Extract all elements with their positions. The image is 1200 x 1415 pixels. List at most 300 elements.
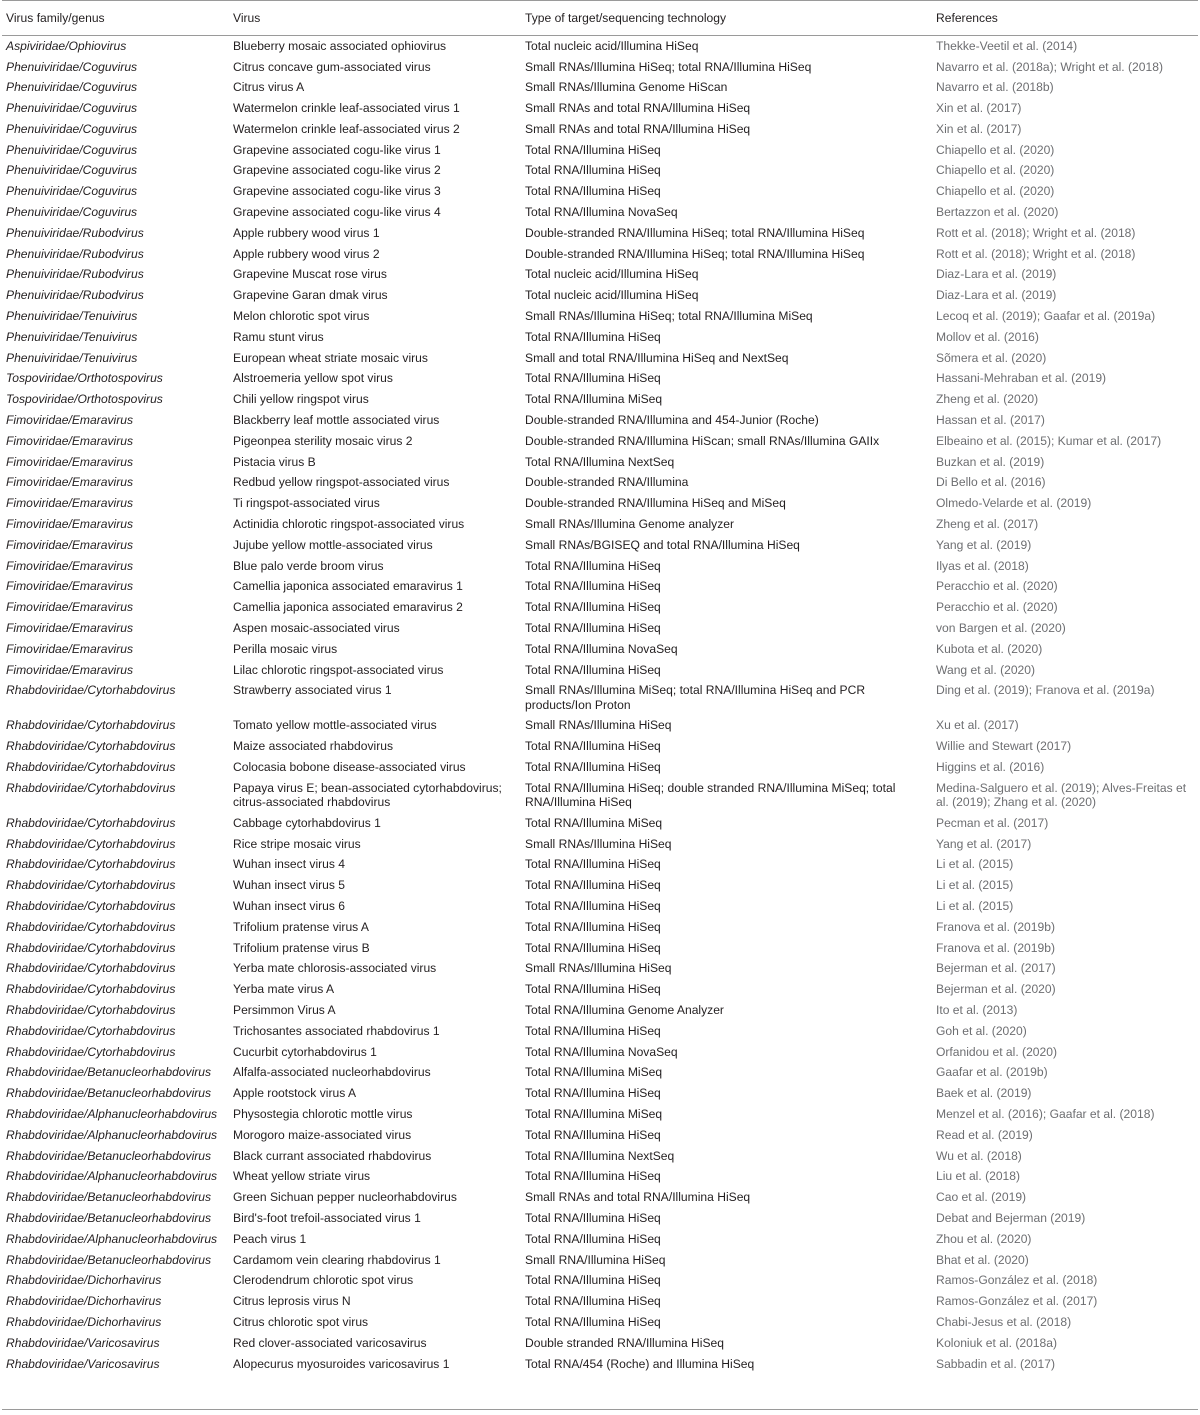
virus-name-cell: Alfalfa-associated nucleorhabdovirus	[233, 1065, 431, 1080]
virus-family-cell: Phenuiviridae/Coguvirus	[6, 59, 138, 74]
table-row	[2, 1104, 1198, 1125]
virus-name-cell: Chili yellow ringspot virus	[233, 392, 369, 407]
virus-name-cell: Bird's-foot trefoil-associated virus 1	[233, 1210, 421, 1225]
virus-family-cell: Rhabdoviridae/Cytorhabdovirus	[6, 683, 176, 698]
technology-cell: Total RNA/Illumina HiSeq	[525, 919, 661, 934]
reference-cell: Yang et al. (2019)	[936, 537, 1032, 552]
virus-name-cell: Trifolium pratense virus A	[233, 919, 369, 934]
virus-name-cell: Red clover-associated varicosavirus	[233, 1335, 427, 1350]
technology-cell: Total RNA/Illumina Genome Analyzer	[525, 1002, 724, 1017]
table-row	[2, 1354, 1198, 1375]
virus-name-cell: Green Sichuan pepper nucleorhabdovirus	[233, 1190, 457, 1205]
reference-cell: Hassani-Mehraban et al. (2019)	[936, 371, 1107, 386]
technology-cell: Total RNA/Illumina HiSeq	[525, 1086, 661, 1101]
table-row	[2, 854, 1198, 875]
technology-cell: Double stranded RNA/Illumina HiSeq	[525, 1335, 724, 1350]
reference-cell: Liu et al. (2018)	[936, 1169, 1021, 1184]
virus-family-cell: Phenuiviridae/Coguvirus	[6, 101, 138, 116]
technology-cell: Total RNA/Illumina HiSeq; double stranded RNA/Illumina MiSeq; total RNA/Illumina HiSeq	[525, 780, 896, 810]
technology-cell: Total RNA/Illumina NovaSeq	[525, 205, 678, 220]
table-row	[2, 1021, 1198, 1042]
table-row	[2, 431, 1198, 452]
reference-cell: Chiapello et al. (2020)	[936, 184, 1055, 199]
virus-name-cell: Physostegia chlorotic mottle virus	[233, 1106, 413, 1121]
table-row	[2, 514, 1198, 535]
virus-name-cell: Colocasia bobone disease-associated virus	[233, 760, 466, 774]
table-row	[2, 1208, 1198, 1229]
technology-cell: Total RNA/Illumina HiSeq	[525, 662, 661, 677]
reference-cell: Read et al. (2019)	[936, 1127, 1033, 1142]
virus-name-cell: Watermelon crinkle leaf-associated virus 1	[233, 101, 460, 116]
table-row	[2, 639, 1198, 660]
technology-cell: Double-stranded RNA/Illumina HiSeq and MiSeq	[525, 496, 786, 511]
virus-name-cell: Grapevine Muscat rose virus	[233, 267, 387, 282]
reference-cell: Kubota et al. (2020)	[936, 641, 1043, 656]
technology-cell: Total RNA/Illumina HiSeq	[525, 371, 661, 386]
virus-family-cell: Phenuiviridae/Coguvirus	[6, 80, 138, 95]
reference-cell: Koloniuk et al. (2018a)	[936, 1335, 1058, 1350]
reference-cell: Franova et al. (2019b)	[936, 919, 1055, 934]
virus-name-cell: Alopecurus myosuroides varicosavirus 1	[233, 1356, 450, 1371]
technology-cell: Total RNA/Illumina HiSeq	[525, 579, 661, 594]
virus-name-cell: Watermelon crinkle leaf-associated virus 2	[233, 121, 460, 136]
technology-cell: Small RNAs/Illumina MiSeq; total RNA/Illumina HiSeq and PCR products/Ion Proton	[525, 683, 866, 712]
reference-cell: Hassan et al. (2017)	[936, 413, 1045, 428]
reference-cell: Pecman et al. (2017)	[936, 815, 1049, 830]
virus-name-cell: Wuhan insect virus 6	[233, 898, 346, 913]
reference-cell: Di Bello et al. (2016)	[936, 475, 1046, 490]
reference-cell: Zheng et al. (2020)	[936, 392, 1039, 407]
reference-cell: Willie and Stewart (2017)	[936, 739, 1072, 754]
table-row	[2, 57, 1198, 78]
table-row	[2, 917, 1198, 938]
table-row	[2, 285, 1198, 306]
virus-name-cell: Peach virus 1	[233, 1231, 307, 1246]
reference-cell: Bejerman et al. (2017)	[936, 961, 1056, 976]
reference-cell: Cao et al. (2019)	[936, 1190, 1027, 1205]
virus-family-cell: Rhabdoviridae/Varicosavirus	[6, 1335, 160, 1350]
virus-name-cell: Apple rootstock virus A	[233, 1086, 357, 1101]
table-row	[2, 389, 1198, 410]
virus-family-cell: Rhabdoviridae/Betanucleorhabdovirus	[6, 1190, 212, 1205]
reference-cell: Thekke-Veetil et al. (2014)	[936, 39, 1078, 53]
virus-family-cell: Rhabdoviridae/Betanucleorhabdovirus	[6, 1086, 212, 1101]
header-virus: Virus	[229, 1, 521, 36]
reference-cell: Navarro et al. (2018b)	[936, 80, 1054, 95]
virus-family-cell: Fimoviridae/Emaravirus	[6, 517, 134, 532]
virus-name-cell: Citrus leprosis virus N	[233, 1294, 351, 1309]
table-row	[2, 160, 1198, 181]
technology-cell: Total RNA/Illumina NovaSeq	[525, 641, 678, 656]
technology-cell: Total RNA/Illumina HiSeq	[525, 940, 661, 955]
virus-family-cell: Phenuiviridae/Coguvirus	[6, 205, 138, 220]
virus-family-cell: Fimoviridae/Emaravirus	[6, 600, 134, 615]
virus-family-cell: Rhabdoviridae/Cytorhabdovirus	[6, 815, 176, 830]
reference-cell: Elbeaino et al. (2015); Kumar et al. (2017)	[936, 433, 1162, 448]
table-body	[2, 36, 1198, 1375]
reference-cell: Ramos-González et al. (2017)	[936, 1294, 1098, 1309]
technology-cell: Total RNA/Illumina MiSeq	[525, 815, 663, 830]
virus-family-cell: Rhabdoviridae/Alphanucleorhabdovirus	[6, 1169, 218, 1184]
virus-family-cell: Rhabdoviridae/Alphanucleorhabdovirus	[6, 1106, 218, 1121]
technology-cell: Small RNAs/Illumina HiSeq	[525, 836, 672, 851]
reference-cell: Zhou et al. (2020)	[936, 1231, 1032, 1246]
virus-name-cell: Cardamom vein clearing rhabdovirus 1	[233, 1252, 441, 1267]
virus-name-cell: Lilac chlorotic ringspot-associated virus	[233, 662, 444, 677]
virus-family-cell: Fimoviridae/Emaravirus	[6, 537, 134, 552]
virus-family-cell: Rhabdoviridae/Cytorhabdovirus	[6, 739, 176, 754]
virus-name-cell: Camellia japonica associated emaravirus 1	[233, 579, 463, 594]
table-row	[2, 181, 1198, 202]
reference-cell: Debat and Bejerman (2019)	[936, 1210, 1086, 1225]
virus-family-cell: Fimoviridae/Emaravirus	[6, 413, 134, 428]
virus-family-cell: Fimoviridae/Emaravirus	[6, 433, 134, 448]
table-row	[2, 140, 1198, 161]
reference-cell: Chiapello et al. (2020)	[936, 163, 1055, 178]
reference-cell: Gaafar et al. (2019b)	[936, 1065, 1048, 1080]
reference-cell: Baek et al. (2019)	[936, 1086, 1032, 1101]
reference-cell: Ramos-González et al. (2018)	[936, 1273, 1098, 1288]
virus-name-cell: Cabbage cytorhabdovirus 1	[233, 815, 381, 830]
reference-cell: Rott et al. (2018); Wright et al. (2018)	[936, 246, 1136, 261]
table-row	[2, 77, 1198, 98]
virus-name-cell: Rice stripe mosaic virus	[233, 836, 361, 851]
technology-cell: Small RNAs and total RNA/Illumina HiSeq	[525, 101, 751, 116]
virus-family-cell: Rhabdoviridae/Betanucleorhabdovirus	[6, 1210, 212, 1225]
table-row	[2, 576, 1198, 597]
virus-name-cell: Melon chlorotic spot virus	[233, 309, 370, 324]
virus-name-cell: Wuhan insect virus 4	[233, 857, 346, 872]
reference-cell: Sõmera et al. (2020)	[936, 350, 1047, 365]
technology-cell: Total RNA/Illumina NextSeq	[525, 454, 675, 469]
virus-name-cell: Apple rubbery wood virus 1	[233, 225, 380, 240]
virus-family-cell: Phenuiviridae/Tenuivirus	[6, 350, 138, 365]
virus-family-cell: Fimoviridae/Emaravirus	[6, 496, 134, 511]
reference-cell: Mollov et al. (2016)	[936, 329, 1039, 344]
table-row	[2, 493, 1198, 514]
virus-name-cell: Grapevine associated cogu-like virus 3	[233, 184, 441, 199]
virus-name-cell: European wheat striate mosaic virus	[233, 350, 428, 365]
table-row	[2, 36, 1198, 57]
virus-name-cell: Citrus concave gum-associated virus	[233, 59, 431, 74]
virus-table	[2, 0, 1198, 1374]
virus-family-cell: Tospoviridae/Orthotospovirus	[6, 371, 163, 386]
table-row	[2, 715, 1198, 736]
virus-name-cell: Trichosantes associated rhabdovirus 1	[233, 1023, 440, 1038]
virus-name-cell: Blackberry leaf mottle associated virus	[233, 413, 440, 428]
technology-cell: Small RNAs/Illumina HiSeq	[525, 718, 672, 733]
technology-cell: Small RNAs/Illumina HiSeq; total RNA/Illumina MiSeq	[525, 309, 813, 324]
virus-name-cell: Jujube yellow mottle-associated virus	[233, 537, 433, 552]
virus-family-cell: Rhabdoviridae/Cytorhabdovirus	[6, 961, 176, 976]
reference-cell: Navarro et al. (2018a); Wright et al. (2018)	[936, 59, 1163, 74]
technology-cell: Total RNA/Illumina MiSeq	[525, 392, 663, 407]
virus-family-cell: Rhabdoviridae/Dichorhavirus	[6, 1294, 162, 1309]
table-row	[2, 680, 1198, 715]
technology-cell: Double-stranded RNA/Illumina HiSeq; total RNA/Illumina HiSeq	[525, 246, 865, 261]
table-row	[2, 1000, 1198, 1021]
technology-cell: Total RNA/Illumina HiSeq	[525, 1231, 661, 1246]
reference-cell: Bhat et al. (2020)	[936, 1252, 1029, 1267]
virus-family-cell: Phenuiviridae/Tenuivirus	[6, 309, 138, 324]
technology-cell: Total RNA/Illumina HiSeq	[525, 1314, 661, 1329]
reference-cell: Higgins et al. (2016)	[936, 760, 1045, 774]
technology-cell: Total RNA/Illumina HiSeq	[525, 982, 661, 997]
reference-cell: Olmedo-Velarde et al. (2019)	[936, 496, 1092, 511]
virus-name-cell: Strawberry associated virus 1	[233, 683, 392, 698]
table-row	[2, 327, 1198, 348]
reference-cell: Diaz-Lara et al. (2019)	[936, 288, 1057, 303]
table-row	[2, 938, 1198, 959]
table-row	[2, 1250, 1198, 1271]
virus-name-cell: Blue palo verde broom virus	[233, 558, 384, 573]
virus-name-cell: Persimmon Virus A	[233, 1002, 336, 1017]
virus-family-cell: Rhabdoviridae/Cytorhabdovirus	[6, 1002, 176, 1017]
reference-cell: Sabbadin et al. (2017)	[936, 1356, 1056, 1371]
virus-name-cell: Actinidia chlorotic ringspot-associated virus	[233, 517, 465, 532]
header-family: Virus family/genus	[2, 1, 229, 36]
table-row	[2, 119, 1198, 140]
table-row	[2, 834, 1198, 855]
table-row	[2, 1062, 1198, 1083]
reference-cell: Peracchio et al. (2020)	[936, 600, 1058, 615]
technology-cell: Total RNA/Illumina HiSeq	[525, 1294, 661, 1309]
technology-cell: Total RNA/Illumina HiSeq	[525, 329, 661, 344]
technology-cell: Total RNA/Illumina HiSeq	[525, 1023, 661, 1038]
table-row	[2, 1166, 1198, 1187]
reference-cell: Li et al. (2015)	[936, 878, 1014, 893]
reference-cell: Ilyas et al. (2018)	[936, 558, 1029, 573]
virus-name-cell: Yerba mate virus A	[233, 982, 335, 997]
virus-family-cell: Rhabdoviridae/Cytorhabdovirus	[6, 1044, 176, 1059]
technology-cell: Double-stranded RNA/Illumina and 454-Junior (Roche)	[525, 413, 819, 428]
technology-cell: Total RNA/Illumina HiSeq	[525, 1210, 661, 1225]
table-row	[2, 618, 1198, 639]
table-row	[2, 223, 1198, 244]
table-row	[2, 1042, 1198, 1063]
table-row	[2, 306, 1198, 327]
reference-cell: von Bargen et al. (2020)	[936, 621, 1066, 636]
technology-cell: Double-stranded RNA/Illumina HiSeq; total RNA/Illumina HiSeq	[525, 225, 865, 240]
table-row	[2, 368, 1198, 389]
virus-name-cell: Grapevine associated cogu-like virus 4	[233, 205, 441, 220]
table-row	[2, 1312, 1198, 1333]
virus-name-cell: Cucurbit cytorhabdovirus 1	[233, 1044, 377, 1059]
technology-cell: Total RNA/Illumina MiSeq	[525, 1065, 663, 1080]
virus-name-cell: Clerodendrum chlorotic spot virus	[233, 1273, 414, 1288]
virus-name-cell: Apple rubbery wood virus 2	[233, 246, 380, 261]
virus-family-cell: Fimoviridae/Emaravirus	[6, 641, 134, 656]
virus-name-cell: Blueberry mosaic associated ophiovirus	[233, 39, 447, 53]
reference-cell: Menzel et al. (2016); Gaafar et al. (2018)	[936, 1106, 1155, 1121]
virus-family-cell: Rhabdoviridae/Alphanucleorhabdovirus	[6, 1127, 218, 1142]
virus-family-cell: Rhabdoviridae/Cytorhabdovirus	[6, 857, 176, 872]
virus-family-cell: Rhabdoviridae/Cytorhabdovirus	[6, 878, 176, 893]
virus-family-cell: Rhabdoviridae/Betanucleorhabdovirus	[6, 1148, 212, 1163]
reference-cell: Xin et al. (2017)	[936, 121, 1022, 136]
virus-name-cell: Perilla mosaic virus	[233, 641, 338, 656]
reference-cell: Lecoq et al. (2019); Gaafar et al. (2019a)	[936, 309, 1156, 324]
virus-family-cell: Phenuiviridae/Coguvirus	[6, 184, 138, 199]
technology-cell: Small RNAs and total RNA/Illumina HiSeq	[525, 121, 751, 136]
virus-name-cell: Morogoro maize-associated virus	[233, 1127, 412, 1142]
virus-name-cell: Maize associated rhabdovirus	[233, 739, 393, 754]
header-technology: Type of target/sequencing technology	[521, 1, 932, 36]
reference-cell: Chabi-Jesus et al. (2018)	[936, 1314, 1072, 1329]
virus-name-cell: Yerba mate chlorosis-associated virus	[233, 961, 437, 976]
table-row	[2, 597, 1198, 618]
table-row	[2, 736, 1198, 757]
technology-cell: Small RNAs/Illumina Genome analyzer	[525, 517, 735, 532]
table-row	[2, 778, 1198, 813]
technology-cell: Small RNAs/Illumina Genome HiScan	[525, 80, 728, 95]
virus-family-cell: Phenuiviridae/Coguvirus	[6, 163, 138, 178]
reference-cell: Wang et al. (2020)	[936, 662, 1036, 677]
reference-cell: Li et al. (2015)	[936, 857, 1014, 872]
technology-cell: Total nucleic acid/Illumina HiSeq	[525, 267, 699, 282]
table-header-row	[2, 1, 1198, 36]
technology-cell: Total RNA/Illumina HiSeq	[525, 163, 661, 178]
virus-family-cell: Rhabdoviridae/Cytorhabdovirus	[6, 940, 176, 955]
table-row	[2, 813, 1198, 834]
technology-cell: Total RNA/Illumina HiSeq	[525, 184, 661, 199]
table-row	[2, 757, 1198, 778]
technology-cell: Total RNA/Illumina NextSeq	[525, 1148, 675, 1163]
technology-cell: Total RNA/Illumina HiSeq	[525, 878, 661, 893]
virus-family-cell: Fimoviridae/Emaravirus	[6, 475, 134, 490]
technology-cell: Total RNA/Illumina HiSeq	[525, 760, 661, 774]
virus-family-cell: Phenuiviridae/Coguvirus	[6, 142, 138, 157]
virus-family-cell: Fimoviridae/Emaravirus	[6, 662, 134, 677]
reference-cell: Yang et al. (2017)	[936, 836, 1032, 851]
header-references: References	[932, 1, 1198, 36]
technology-cell: Total RNA/Illumina HiSeq	[525, 621, 661, 636]
reference-cell: Goh et al. (2020)	[936, 1023, 1027, 1038]
technology-cell: Total RNA/Illumina HiSeq	[525, 857, 661, 872]
table-row	[2, 979, 1198, 1000]
technology-cell: Small RNAs/Illumina HiSeq	[525, 961, 672, 976]
reference-cell: Bejerman et al. (2020)	[936, 982, 1056, 997]
virus-name-cell: Ramu stunt virus	[233, 329, 324, 344]
virus-family-cell: Phenuiviridae/Coguvirus	[6, 121, 138, 136]
reference-cell: Zheng et al. (2017)	[936, 517, 1039, 532]
reference-cell: Bertazzon et al. (2020)	[936, 205, 1059, 220]
table-row	[2, 244, 1198, 265]
technology-cell: Total RNA/Illumina NovaSeq	[525, 1044, 678, 1059]
table-row	[2, 264, 1198, 285]
virus-family-cell: Phenuiviridae/Rubodvirus	[6, 225, 144, 240]
reference-cell: Peracchio et al. (2020)	[936, 579, 1058, 594]
virus-family-cell: Rhabdoviridae/Cytorhabdovirus	[6, 718, 176, 733]
table-row	[2, 875, 1198, 896]
virus-name-cell: Redbud yellow ringspot-associated virus	[233, 475, 450, 490]
virus-family-cell: Rhabdoviridae/Dichorhavirus	[6, 1273, 162, 1288]
table-row	[2, 410, 1198, 431]
virus-family-cell: Fimoviridae/Emaravirus	[6, 454, 134, 469]
virus-family-cell: Phenuiviridae/Tenuivirus	[6, 329, 138, 344]
virus-name-cell: Citrus chlorotic spot virus	[233, 1314, 369, 1329]
virus-family-cell: Rhabdoviridae/Betanucleorhabdovirus	[6, 1252, 212, 1267]
technology-cell: Total nucleic acid/Illumina HiSeq	[525, 288, 699, 303]
table-row	[2, 1333, 1198, 1354]
table-row	[2, 348, 1198, 369]
virus-name-cell: Grapevine associated cogu-like virus 2	[233, 163, 441, 178]
virus-family-cell: Rhabdoviridae/Cytorhabdovirus	[6, 836, 176, 851]
virus-name-cell: Black currant associated rhabdovirus	[233, 1148, 432, 1163]
virus-family-cell: Rhabdoviridae/Cytorhabdovirus	[6, 780, 176, 795]
reference-cell: Buzkan et al. (2019)	[936, 454, 1045, 469]
virus-family-cell: Tospoviridae/Orthotospovirus	[6, 392, 163, 407]
reference-cell: Wu et al. (2018)	[936, 1148, 1022, 1163]
reference-cell: Franova et al. (2019b)	[936, 940, 1055, 955]
table-row	[2, 1125, 1198, 1146]
virus-family-cell: Rhabdoviridae/Cytorhabdovirus	[6, 760, 176, 774]
virus-family-cell: Rhabdoviridae/Cytorhabdovirus	[6, 1023, 176, 1038]
virus-name-cell: Ti ringspot-associated virus	[233, 496, 380, 511]
technology-cell: Total RNA/454 (Roche) and Illumina HiSeq	[525, 1356, 755, 1371]
virus-name-cell: Papaya virus E; bean-associated cytorhabdovirus; citrus-associated rhabdovirus	[233, 780, 502, 810]
reference-cell: Medina-Salguero et al. (2019); Alves-Freitas et al. (2019); Zhang et al. (2020)	[936, 780, 1187, 810]
virus-name-cell: Pigeonpea sterility mosaic virus 2	[233, 433, 413, 448]
reference-cell: Chiapello et al. (2020)	[936, 142, 1055, 157]
technology-cell: Total RNA/Illumina HiSeq	[525, 142, 661, 157]
virus-name-cell: Aspen mosaic-associated virus	[233, 621, 400, 636]
virus-family-cell: Fimoviridae/Emaravirus	[6, 579, 134, 594]
table-row	[2, 1229, 1198, 1250]
technology-cell: Total RNA/Illumina HiSeq	[525, 600, 661, 615]
technology-cell: Small RNAs and total RNA/Illumina HiSeq	[525, 1190, 751, 1205]
virus-name-cell: Grapevine Garan dmak virus	[233, 288, 388, 303]
table-row	[2, 452, 1198, 473]
virus-family-cell: Phenuiviridae/Rubodvirus	[6, 246, 144, 261]
table-row	[2, 1083, 1198, 1104]
virus-name-cell: Grapevine associated cogu-like virus 1	[233, 142, 441, 157]
virus-family-cell: Rhabdoviridae/Varicosavirus	[6, 1356, 160, 1371]
technology-cell: Total RNA/Illumina MiSeq	[525, 1106, 663, 1121]
reference-cell: Ito et al. (2013)	[936, 1002, 1018, 1017]
table-row	[2, 896, 1198, 917]
virus-name-cell: Pistacia virus B	[233, 454, 316, 469]
virus-name-cell: Tomato yellow mottle-associated virus	[233, 718, 437, 733]
virus-name-cell: Camellia japonica associated emaravirus 2	[233, 600, 463, 615]
technology-cell: Total RNA/Illumina HiSeq	[525, 898, 661, 913]
technology-cell: Total RNA/Illumina HiSeq	[525, 1127, 661, 1142]
reference-cell: Orfanidou et al. (2020)	[936, 1044, 1058, 1059]
table-row	[2, 556, 1198, 577]
virus-family-cell: Fimoviridae/Emaravirus	[6, 558, 134, 573]
table-row	[2, 1291, 1198, 1312]
technology-cell: Small RNA/Illumina HiSeq	[525, 1252, 666, 1267]
virus-name-cell: Wuhan insect virus 5	[233, 878, 346, 893]
technology-cell: Total RNA/Illumina HiSeq	[525, 739, 661, 754]
virus-family-cell: Rhabdoviridae/Cytorhabdovirus	[6, 898, 176, 913]
table-row	[2, 202, 1198, 223]
reference-cell: Li et al. (2015)	[936, 898, 1014, 913]
reference-cell: Xu et al. (2017)	[936, 718, 1019, 733]
technology-cell: Small and total RNA/Illumina HiSeq and NextSeq	[525, 350, 789, 365]
table-bottom-rule	[2, 1409, 1198, 1410]
virus-family-cell: Rhabdoviridae/Betanucleorhabdovirus	[6, 1065, 212, 1080]
virus-family-cell: Rhabdoviridae/Alphanucleorhabdovirus	[6, 1231, 218, 1246]
virus-family-cell: Phenuiviridae/Rubodvirus	[6, 288, 144, 303]
reference-cell: Xin et al. (2017)	[936, 101, 1022, 116]
technology-cell: Double-stranded RNA/Illumina HiScan; small RNAs/Illumina GAIIx	[525, 433, 880, 448]
virus-name-cell: Trifolium pratense virus B	[233, 940, 370, 955]
technology-cell: Small RNAs/BGISEQ and total RNA/Illumina HiSeq	[525, 537, 800, 552]
virus-name-cell: Alstroemeria yellow spot virus	[233, 371, 393, 386]
table-row	[2, 1146, 1198, 1167]
virus-family-cell: Rhabdoviridae/Dichorhavirus	[6, 1314, 162, 1329]
